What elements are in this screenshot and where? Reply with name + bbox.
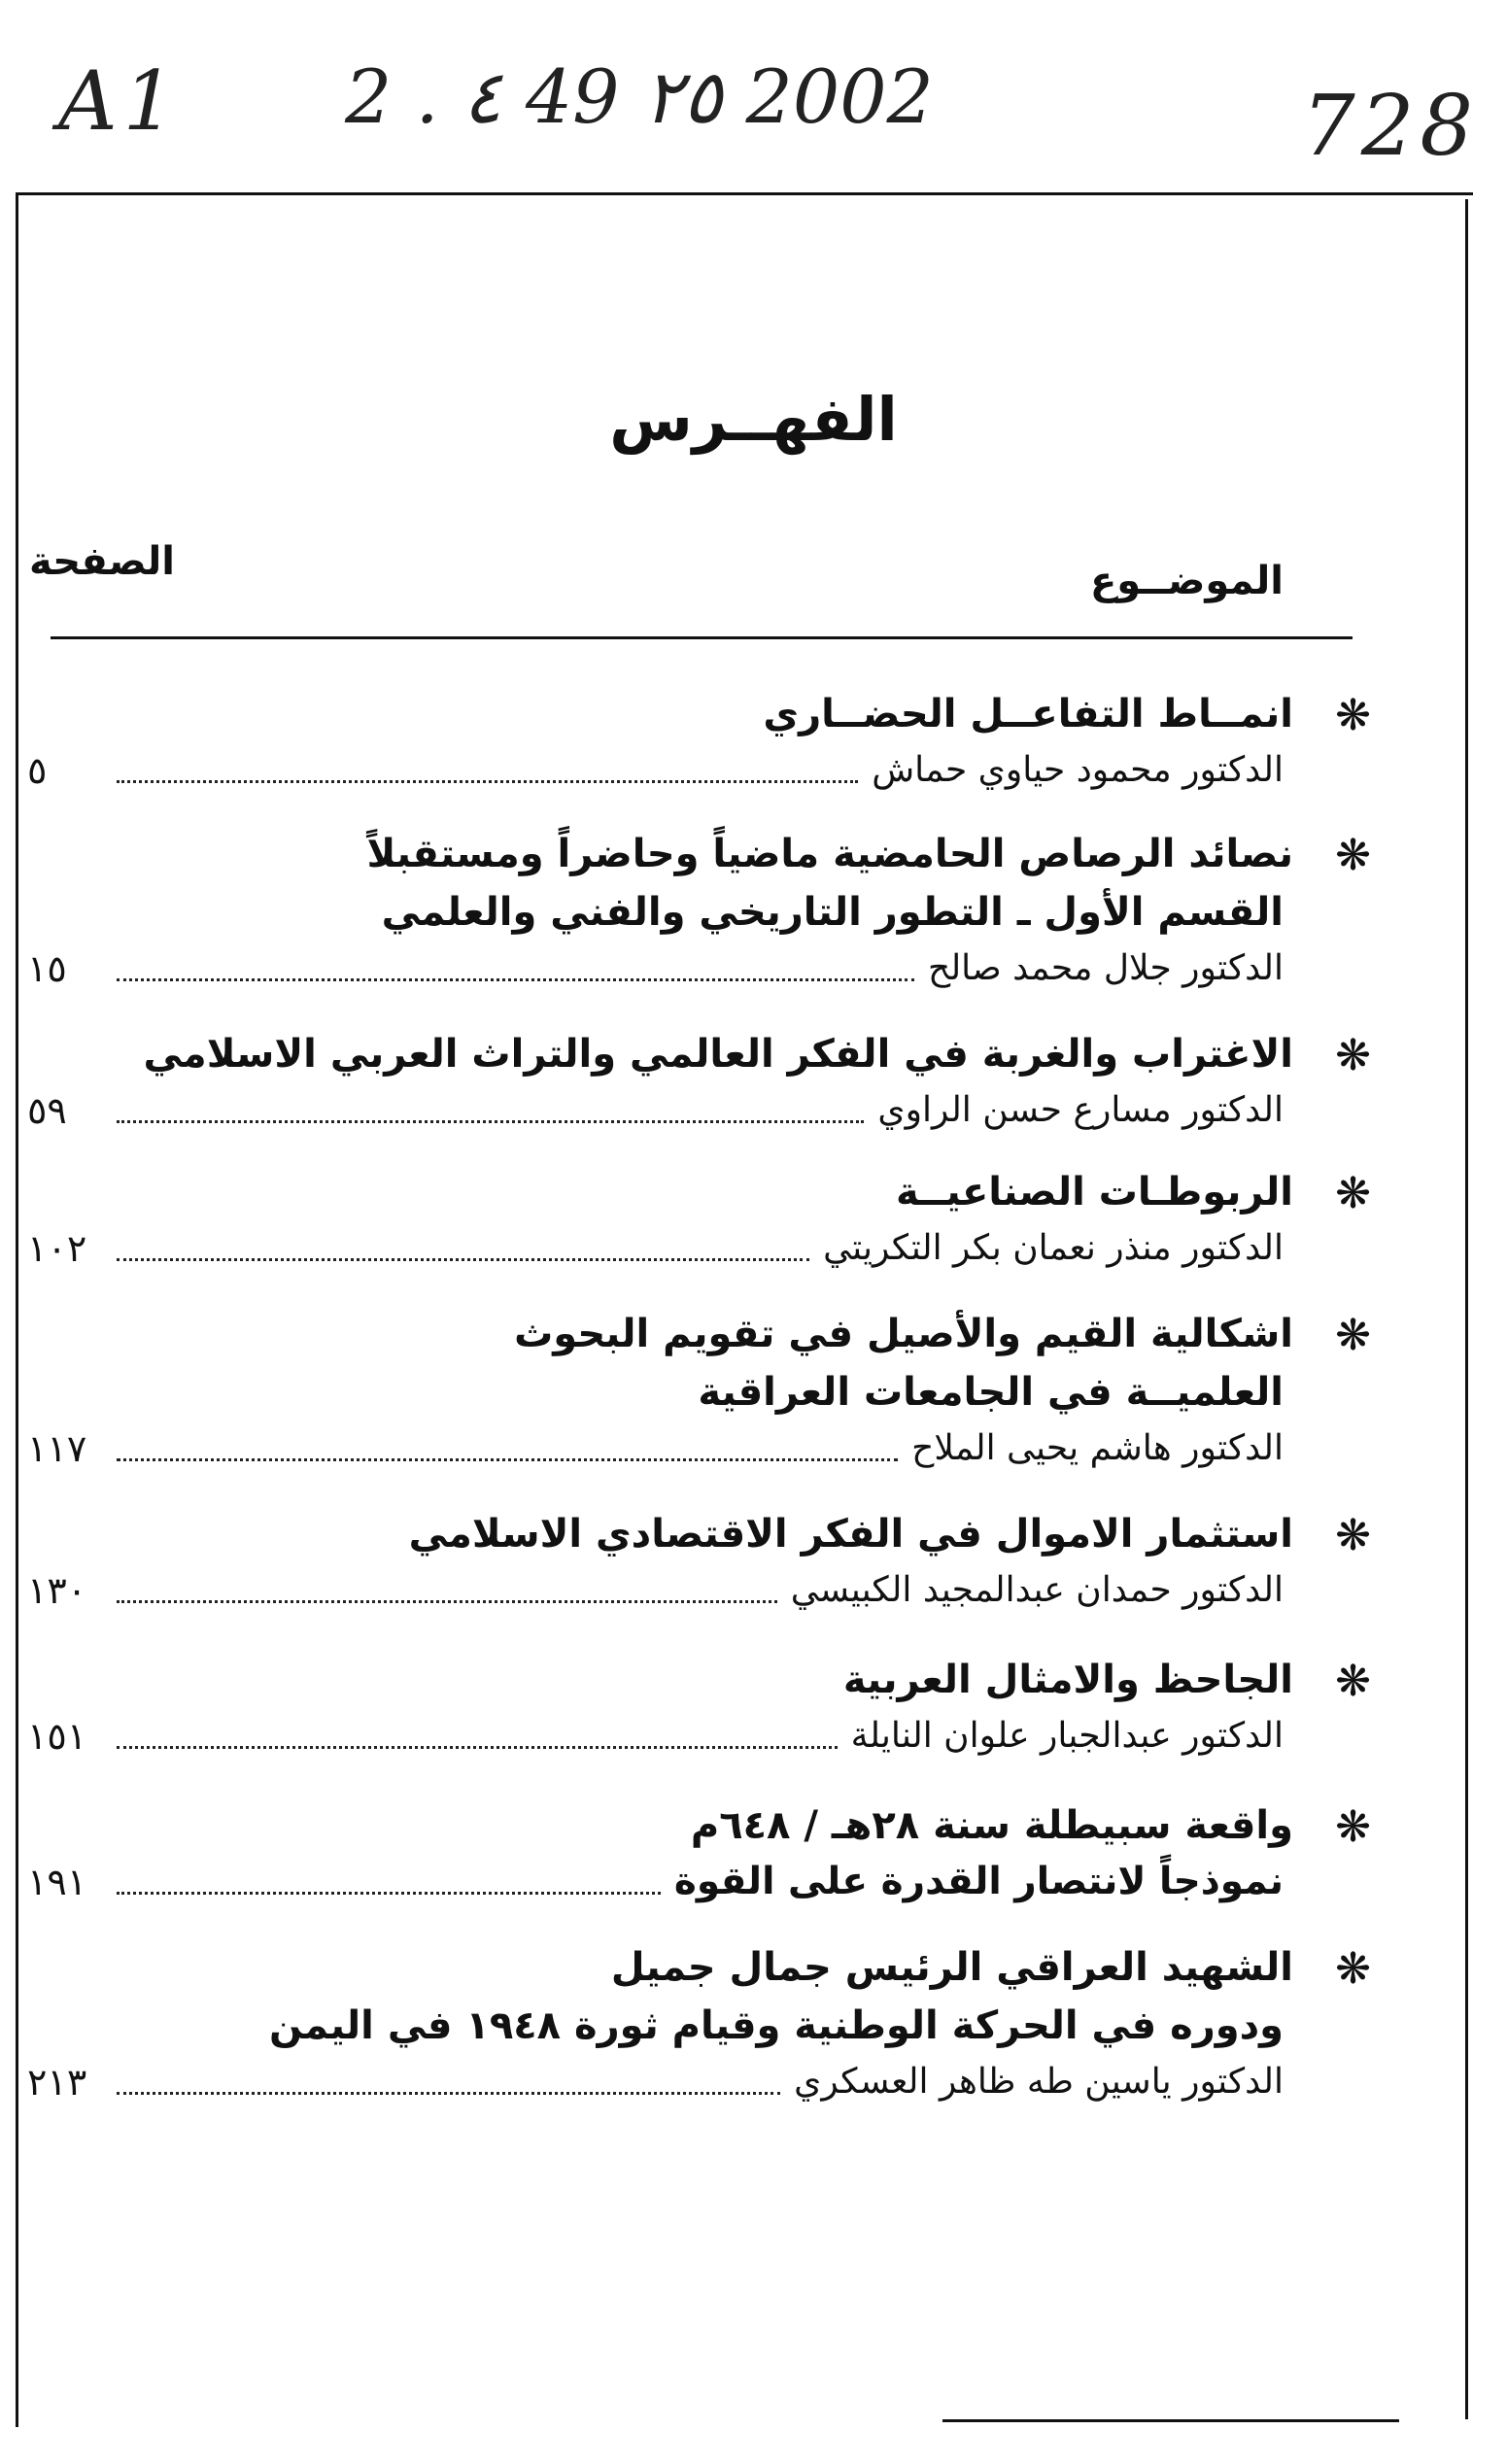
header-divider	[51, 636, 1353, 639]
asterisk-bullet-icon: ❋	[1335, 1511, 1371, 1560]
handwritten-number: 728	[1302, 78, 1480, 175]
asterisk-bullet-icon: ❋	[1335, 831, 1371, 880]
toc-entry-page-number: ١٣٠	[27, 1569, 87, 1612]
dot-leader	[117, 2055, 780, 2095]
toc-entry-author: الدكتور عبدالجبار علوان النايلة	[850, 1716, 1284, 1756]
toc-entry-author-line	[0, 1083, 1507, 1138]
toc-entry[interactable]	[0, 1797, 1507, 1909]
toc-entry-title: الاغتراب والغربة في الفكر العالمي والتراث العربي الاسلامي	[143, 1032, 1293, 1077]
table-of-contents	[0, 685, 1507, 2109]
toc-entry-author: الدكتور حمدان عبدالمجيد الكبيسي	[790, 1570, 1284, 1610]
toc-entry-author-line	[0, 1709, 1507, 1763]
toc-entry[interactable]	[0, 1305, 1507, 1476]
page-title: الفهــرس	[609, 384, 898, 455]
toc-entry[interactable]	[0, 1025, 1507, 1138]
toc-entry-author: الدكتور جلال محمد صالح	[927, 948, 1284, 988]
toc-entry[interactable]	[0, 685, 1507, 798]
page-column-header: الصفحة	[29, 539, 176, 584]
dot-leader	[117, 941, 914, 981]
toc-entry-author: نموذجاً لانتصار القدرة على القوة	[673, 1860, 1284, 1903]
toc-entry-author: الدكتور ياسين طه ظاهر العسكري	[794, 2062, 1284, 2102]
dot-leader	[117, 1855, 661, 1895]
toc-entry-title: ودوره في الحركة الوطنية وقيام ثورة ١٩٤٨ في اليمن	[269, 2003, 1284, 2048]
toc-entry-author: الدكتور مسارع حسن الراوي	[877, 1090, 1284, 1130]
toc-entry-author-line	[0, 1421, 1507, 1476]
toc-entry-page-number: ١٠٢	[27, 1227, 87, 1270]
asterisk-bullet-icon: ❋	[1335, 1944, 1371, 1994]
asterisk-bullet-icon: ❋	[1335, 1311, 1371, 1360]
toc-entry-author: الدكتور منذر نعمان بكر التكريتي	[823, 1228, 1284, 1268]
toc-entry-author-line	[0, 1855, 1507, 1909]
asterisk-bullet-icon: ❋	[1335, 691, 1371, 740]
toc-entry[interactable]	[0, 825, 1507, 996]
toc-entry-title: الجاحظ والامثال العربية	[842, 1658, 1293, 1702]
toc-entry-page-number: ٥٩	[27, 1089, 67, 1132]
toc-entry-page-number: ١٥١	[27, 1715, 87, 1758]
toc-entry-title: اشكالية القيم والأصيل في تقويم البحوث	[514, 1312, 1293, 1356]
toc-entry[interactable]	[0, 1651, 1507, 1763]
toc-entry-title: نصائد الرصاص الحامضية ماضياً وحاضراً ومستقبلاً	[366, 832, 1293, 876]
handwritten-label: A1	[58, 53, 182, 149]
toc-entry[interactable]	[0, 1505, 1507, 1618]
handwritten-code: 2 . ٤ 49 ٢٥ 2002	[345, 53, 934, 140]
toc-entry-page-number: ٥	[27, 749, 48, 792]
toc-entry-author: الدكتور محمود حياوي حماش	[872, 750, 1284, 790]
frame-bottom-border	[942, 2419, 1399, 2422]
dot-leader	[117, 1083, 864, 1123]
asterisk-bullet-icon: ❋	[1335, 1802, 1371, 1852]
toc-entry-author: الدكتور هاشم يحيى الملاح	[911, 1428, 1284, 1468]
toc-entry-page-number: ١٩١	[27, 1861, 87, 1903]
toc-entry-title: القسم الأول ـ التطور التاريخي والفني والعلمي	[381, 890, 1284, 935]
asterisk-bullet-icon: ❋	[1335, 1657, 1371, 1706]
toc-entry-title: العلميــة في الجامعات العراقية	[698, 1370, 1284, 1415]
toc-entry-author-line	[0, 1563, 1507, 1618]
subject-column-header: الموضــوع	[1089, 559, 1284, 603]
toc-entry-title: انمــاط التفاعــل الحضــاري	[763, 692, 1293, 736]
toc-entry-title: الشهيد العراقي الرئيس جمال جميل	[610, 1945, 1293, 1990]
dot-leader	[117, 1709, 838, 1749]
dot-leader	[117, 1421, 898, 1461]
toc-entry-author-line	[0, 1221, 1507, 1276]
dot-leader	[117, 1221, 809, 1261]
toc-entry-author-line	[0, 2055, 1507, 2109]
dot-leader	[117, 743, 858, 783]
dot-leader	[117, 1563, 777, 1603]
frame-top-border	[16, 192, 1473, 195]
toc-entry-title: واقعة سبيطلة سنة ٢٨هـ / ٦٤٨م	[690, 1803, 1293, 1848]
toc-entry-author-line	[0, 743, 1507, 798]
toc-entry[interactable]	[0, 1938, 1507, 2109]
toc-entry-title: استثمار الاموال في الفكر الاقتصادي الاسلامي	[408, 1512, 1293, 1557]
toc-entry-page-number: ١١٧	[27, 1427, 87, 1470]
toc-entry-page-number: ٢١٣	[27, 2061, 87, 2104]
asterisk-bullet-icon: ❋	[1335, 1031, 1371, 1080]
toc-entry[interactable]	[0, 1163, 1507, 1276]
toc-entry-page-number: ١٥	[27, 947, 67, 990]
asterisk-bullet-icon: ❋	[1335, 1169, 1371, 1218]
toc-entry-author-line	[0, 941, 1507, 996]
toc-entry-title: الربوطـات الصناعيــة	[896, 1170, 1293, 1215]
